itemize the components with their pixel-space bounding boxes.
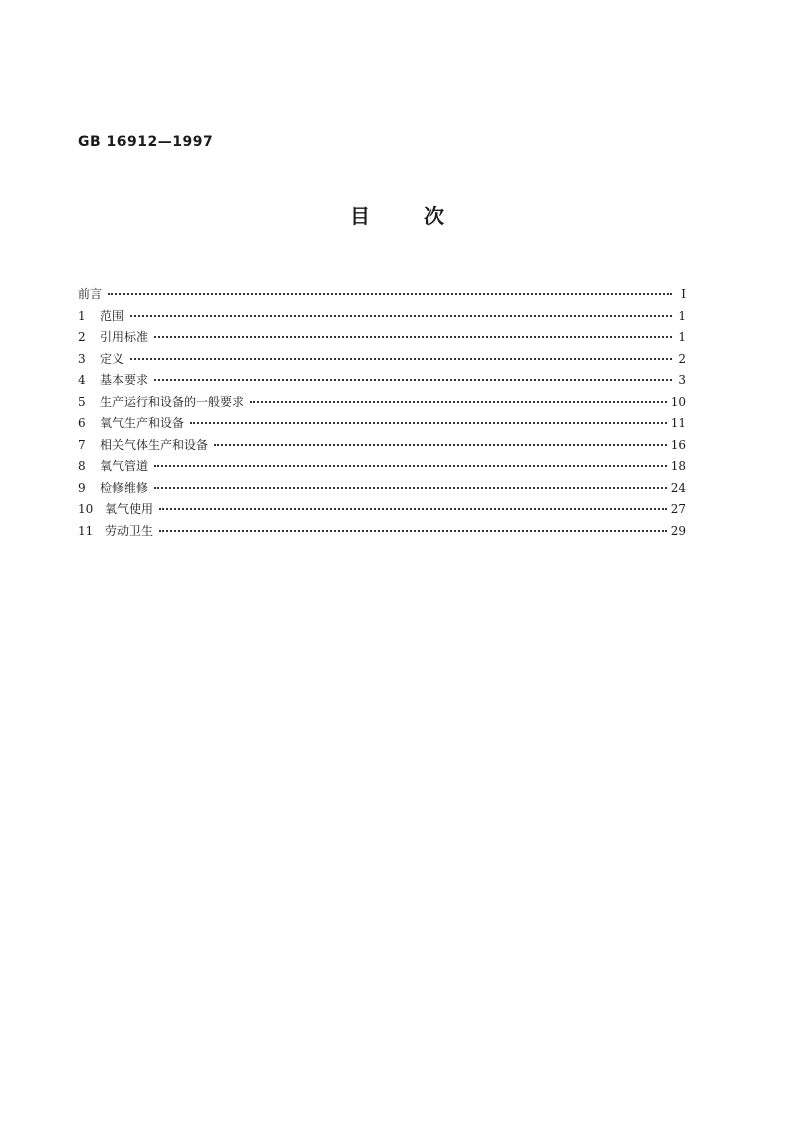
toc-entry-number: 11 — [78, 523, 94, 538]
toc-entry-number: 3 — [78, 351, 86, 366]
toc-entry-10[interactable] — [78, 500, 686, 522]
toc-entry-page: 29 — [670, 523, 686, 538]
toc-entry-4[interactable] — [78, 371, 686, 393]
toc-entry-number: 9 — [78, 480, 86, 495]
toc-dot-leader — [159, 526, 667, 532]
toc-heading-left: 目 — [350, 204, 370, 228]
toc-dot-leader — [154, 375, 672, 381]
toc-entry-title: 氧气使用 — [105, 502, 154, 516]
toc-entry-number: 10 — [78, 502, 94, 516]
toc-entry-page: 3 — [678, 373, 686, 387]
toc-entry-1[interactable] — [78, 307, 686, 329]
toc-entry-title: 基本要求 — [100, 373, 149, 387]
toc-entry-title: 前言 — [78, 287, 103, 301]
toc-entry-number: 4 — [78, 373, 86, 387]
toc-entry-page: 10 — [670, 394, 686, 409]
toc-entry-number: 1 — [78, 308, 86, 323]
toc-entry-page: 11 — [670, 416, 686, 430]
toc-entry-title: 氧气管道 — [100, 459, 149, 473]
toc-dot-leader — [154, 483, 667, 489]
toc-dot-leader — [130, 311, 672, 317]
toc-entry-8[interactable] — [78, 457, 686, 479]
toc-entry-number: 6 — [78, 416, 86, 430]
toc-dot-leader — [250, 397, 667, 403]
toc-entry-page: 2 — [678, 351, 686, 366]
toc-entry-11[interactable] — [78, 522, 686, 544]
toc-entry-page: 27 — [670, 502, 686, 516]
toc-entry-number: 8 — [78, 459, 86, 473]
standard-code: GB 16912—1997 — [78, 134, 214, 150]
toc-dot-leader — [108, 289, 672, 295]
toc-entry-page: I — [681, 287, 686, 301]
toc-entry-number: 5 — [78, 394, 86, 409]
toc-entry-2[interactable] — [78, 328, 686, 350]
toc-list — [78, 285, 686, 543]
toc-dot-leader — [159, 504, 667, 510]
toc-entry-page: 16 — [670, 437, 686, 452]
toc-entry-number: 2 — [78, 330, 86, 344]
toc-entry-6[interactable] — [78, 414, 686, 436]
toc-entry-title: 劳动卫生 — [105, 523, 154, 538]
toc-entry-5[interactable] — [78, 393, 686, 415]
toc-dot-leader — [190, 418, 667, 424]
toc-entry-3[interactable] — [78, 350, 686, 372]
toc-heading-right: 次 — [424, 204, 444, 228]
toc-entry-7[interactable] — [78, 436, 686, 458]
toc-entry-title: 引用标准 — [100, 330, 149, 344]
toc-entry-number: 7 — [78, 437, 86, 452]
toc-dot-leader — [130, 354, 672, 360]
toc-entry-title: 生产运行和设备的一般要求 — [100, 394, 245, 409]
toc-entry-title: 相关气体生产和设备 — [100, 437, 209, 452]
toc-dot-leader — [154, 461, 667, 467]
toc-entry-title: 范围 — [100, 308, 125, 323]
toc-dot-leader — [154, 332, 672, 338]
toc-entry-page: 24 — [670, 480, 686, 495]
toc-dot-leader — [214, 440, 667, 446]
toc-entry-page: 1 — [678, 308, 686, 323]
toc-entry-page: 18 — [670, 459, 686, 473]
toc-heading — [0, 200, 794, 229]
toc-entry-foreword[interactable] — [78, 285, 686, 307]
toc-entry-page: 1 — [678, 330, 686, 344]
toc-entry-title: 检修维修 — [100, 480, 149, 495]
toc-entry-title: 氧气生产和设备 — [100, 416, 185, 430]
toc-entry-title: 定义 — [100, 351, 125, 366]
toc-entry-9[interactable] — [78, 479, 686, 501]
